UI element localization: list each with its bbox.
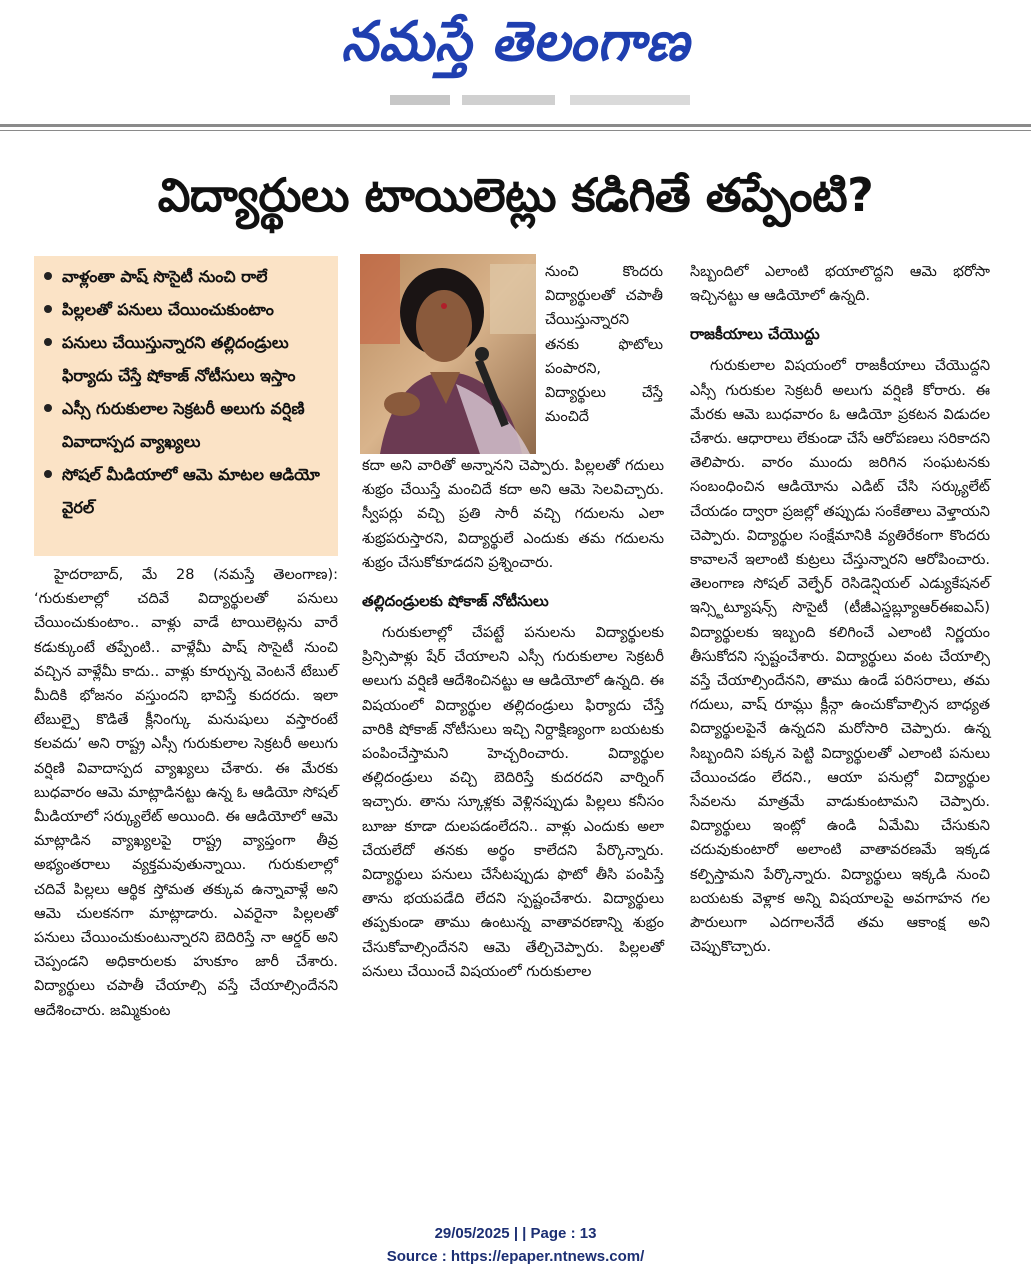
article-paragraph: గురుకులాల విషయంలో రాజకీయాలు చేయొద్దని ఎస్సీ గురుకుల సెక్రటరీ అలుగు వర్షిణి కోరారు. ఈ మేరకు ఆమె బుధవారం ఓ ఆడియో ప్రకటన విడుదల చేశారు. ఆధారాలు లేకుండా చేసే ఆరోపణలు సరికాదని తెలిపారు. వారం ముందు జరిగిన సంఘటనకు సంబంధించిన ఆడియోను ఎడిట్ చేసి సర్క్యులేట్ చేయడం ద్వారా ప్రజల్లో తప్పుడు సంకేతాలు వెళ్తాయని చెప్పారు. విద్యార్థుల సంక్షేమానికి వ్యతిరేకంగా కొందరు కావాలనే ఇలాంటి కుట్రలు చేస్తున్నారని ఆరోపించారు. తెలంగాణ సోషల్ వెల్ఫేర్ రెసిడెన్షియల్ ఎడ్యుకేషనల్ ఇన్స్టిట్యూషన్స్ సొసైటీ (టీజీఎస్డబ్ల్యూఆర్ఈఐఎస్) విద్యార్థులకు ఇబ్బంది కలిగించే ఎలాంటి నిర్ణయం తీసుకోదని స్పష్టంచేశారు. విద్యార్థులు వంట చేయాల్సి వస్తే చేయాల్సిందేనని, తాము ఉండే పరిసరాలు, తమ గదులు, వాష్ రూమ్లు క్లీన్గా ఉంచుకోవాల్సిన బాధ్యత విద్యార్థులపైనే ఉన్నదని మరోసారి చెప్పారు. ఉన్న సిబ్బందిని పక్కన పెట్టి విద్యార్థులతో ఎలాంటి పనులు చేయించడం లేదని., ఆయా పనుల్లో విద్యార్థుల సేవలను మాత్రమే వాడుకుంటామని చెప్పారు. విద్యార్థులు ఇంట్లో ఉండి ఏమేమి చేసుకుని చదువుకుంటారో అలాంటి వాతావరణమే ఇక్కడ కల్పిస్తామని పేర్కొన్నారు. విద్యార్థులు ఇక్కడి నుంచి బయటకు వెళ్లాక అన్ని విషయాలపై అవగాహన గల పౌరులుగా ఎదగాలనేదే తమ ఆకాంక్ష అని చెప్పుకొచ్చారు. [690, 358, 990, 956]
highlight-item: సోషల్ మీడియాలో ఆమె మాటల ఆడియో వైరల్ [42, 458, 330, 524]
footer-source: Source : https://epaper.ntnews.com/ [386, 1248, 645, 1265]
section-subheading: రాజకీయాలు చేయొద్దు [690, 325, 820, 344]
masthead-substrip [390, 95, 690, 105]
portrait-photo [360, 254, 536, 454]
article-column-1 [34, 563, 338, 1023]
article-paragraph: నుంచి కొందరు విద్యార్థులతో చపాతీ చేయిస్తున్నారని తనకు ఫొటోలు పంపారని, విద్యార్థులు చేస్తే మంచిదే [545, 264, 663, 426]
article-column-3 [690, 260, 990, 959]
highlight-item: ఎస్సీ గురుకులాల సెక్రటరీ అలుగు వర్షిణి వివాదాస్పద వ్యాఖ్యలు [42, 392, 330, 458]
section-subheading: తల్లిదండ్రులకు షోకాజ్ నోటీసులు [362, 592, 549, 611]
footer-date-page: 29/05/2025 | | Page : 13 [434, 1225, 597, 1242]
article-paragraph: గురుకులాల్లో చేపట్టే పనులను విద్యార్థులకు ప్రిన్సిపాళ్లు షేర్ చేయాలని ఎస్సీ గురుకులాల సెక్రటరీ అలుగు వర్షిణి ఆదేశించినట్టు ఆ ఆడియోలో ఉన్నది. ఈ విషయంలో విద్యార్థుల తల్లిదండ్రులు ఫిర్యాదు చేస్తే వారికి షోకాజ్ నోటీసులు ఇచ్చి నిర్దాక్షిణ్యంగా బయటకు పంపించేస్తామని హెచ్చరించారు. విద్యార్థుల తల్లిదండ్రులు వచ్చి బెదిరిస్తే కుదరదని వార్నింగ్ ఇచ్చారు. తాను స్కూళ్లకు వెళ్లినప్పుడు పిల్లలు కనీసం బూజు కూడా దులపడంలేదని.. వాళ్లు ఎందుకు అలా చేయలేదో తనకు అర్థం కాలేదని పేర్కొన్నారు. విద్యార్థులు పనులు చేసేటప్పుడు ఫొటో తీసి పంపిస్తే తాను భయపడేది లేదని స్పష్టంచేశారు. విద్యార్థులు తప్పకుండా తాము ఉంటున్న వాతావరణాన్ని శుభ్రం చేసుకోవాల్సిందేనని ఆమె తేల్చిచెప్పారు. పిల్లలతో పనులు చేయించే విషయంలో గురుకులాల [362, 625, 664, 980]
highlight-item: వాళ్లంతా పాష్ సొసైటీ నుంచి రాలే [42, 260, 330, 293]
masthead [0, 0, 1031, 84]
highlights-box [34, 256, 338, 556]
highlight-item: పనులు చేయిస్తున్నారని తల్లిదండ్రులు ఫిర్యాదు చేస్తే షోకాజ్ నోటీసులు ఇస్తాం [42, 326, 330, 392]
masthead-rule [0, 124, 1031, 127]
article-column-2 [362, 454, 664, 984]
page-footer [0, 1222, 1031, 1268]
article-paragraph: హైదరాబాద్, మే 28 (నమస్తే తెలంగాణ): ‘గురుకులాల్లో చదివే విద్యార్థులతో పనులు చేయించుకుంటాం.. వాళ్లు వాడే టాయిలెట్లను వారే కడుక్కుంటే తప్పేంటి.. వాళ్లేమీ పాష్ సొసైటీ నుంచి వచ్చిన వాళ్లేమీ కాదు.. వాళ్లు కూర్చున్న వెంటనే టేబుల్ మీదికి భోజనం వస్తుందని భావిస్తే కుదరదు. ఇలా టేబుల్పై కొడితే క్లీనింగ్కు మనుషులు వస్తారంటే కలవదు’ అని రాష్ట్ర ఎస్సీ గురుకులాల సెక్రటరీ అలుగు వర్షిణి వివాదాస్పద వ్యాఖ్యలు చేశారు. ఈ మేరకు బుధవారం ఆమె మాట్లాడినట్టు ఉన్న ఓ ఆడియో సోషల్ మీడియాలో సర్క్యులేట్ అయింది. ఈ ఆడియోలో ఆమె మాట్లాడిన వ్యాఖ్యలపై రాష్ట్ర వ్యాప్తంగా తీవ్ర అభ్యంతరాలు వ్యక్తమవుతున్నాయి. గురుకులాల్లో చదివే పిల్లలు ఆర్థిక స్తోమత తక్కువ ఉన్నావాళ్లే అని ఆమె చులకనగా మాట్లాడారు. ఎవరైనా పిల్లలతో పనులు చేయించుకుంటున్నారని బెదిరిస్తే నా ఆర్డర్ అని చెప్పండని అధికారులకు హుకూం జారీ చేశారు. విద్యార్థులు చపాతీ చేయాల్సి వస్తే చేయాల్సిందేనని ఆదేశించారు. జమ్మికుంట [34, 567, 338, 1019]
highlight-item: పిల్లలతో పనులు చేయించుకుంటాం [42, 293, 330, 326]
article-column-2-top [545, 260, 663, 429]
article-paragraph: కదా అని వారితో అన్నానని చెప్పారు. పిల్లలతో గదులు శుభ్రం చేయిస్తే మంచిదే కదా అని ఆమె సెలవిచ్చారు. స్వీపర్లు వచ్చి ప్రతి సారీ వచ్చి గదులను ఎలా శుభ్రపరుస్తారని, విద్యార్థులే ఎందుకు తమ గదులను శుభ్రం చేసుకోకూడదని ప్రశ్నించారు. [362, 458, 664, 571]
article-headline: విద్యార్థులు టాయిలెట్లు కడిగితే తప్పేంటి? [157, 168, 874, 222]
masthead-logo: నమస్తే తెలంగాణ [341, 9, 690, 74]
portrait-illustration [360, 254, 536, 454]
masthead-rule-thin [0, 130, 1031, 131]
article-paragraph: సిబ్బందిలో ఎలాంటి భయాలొద్దని ఆమె భరోసా ఇచ్చినట్టు ఆ ఆడియోలో ఉన్నది. [690, 264, 990, 305]
